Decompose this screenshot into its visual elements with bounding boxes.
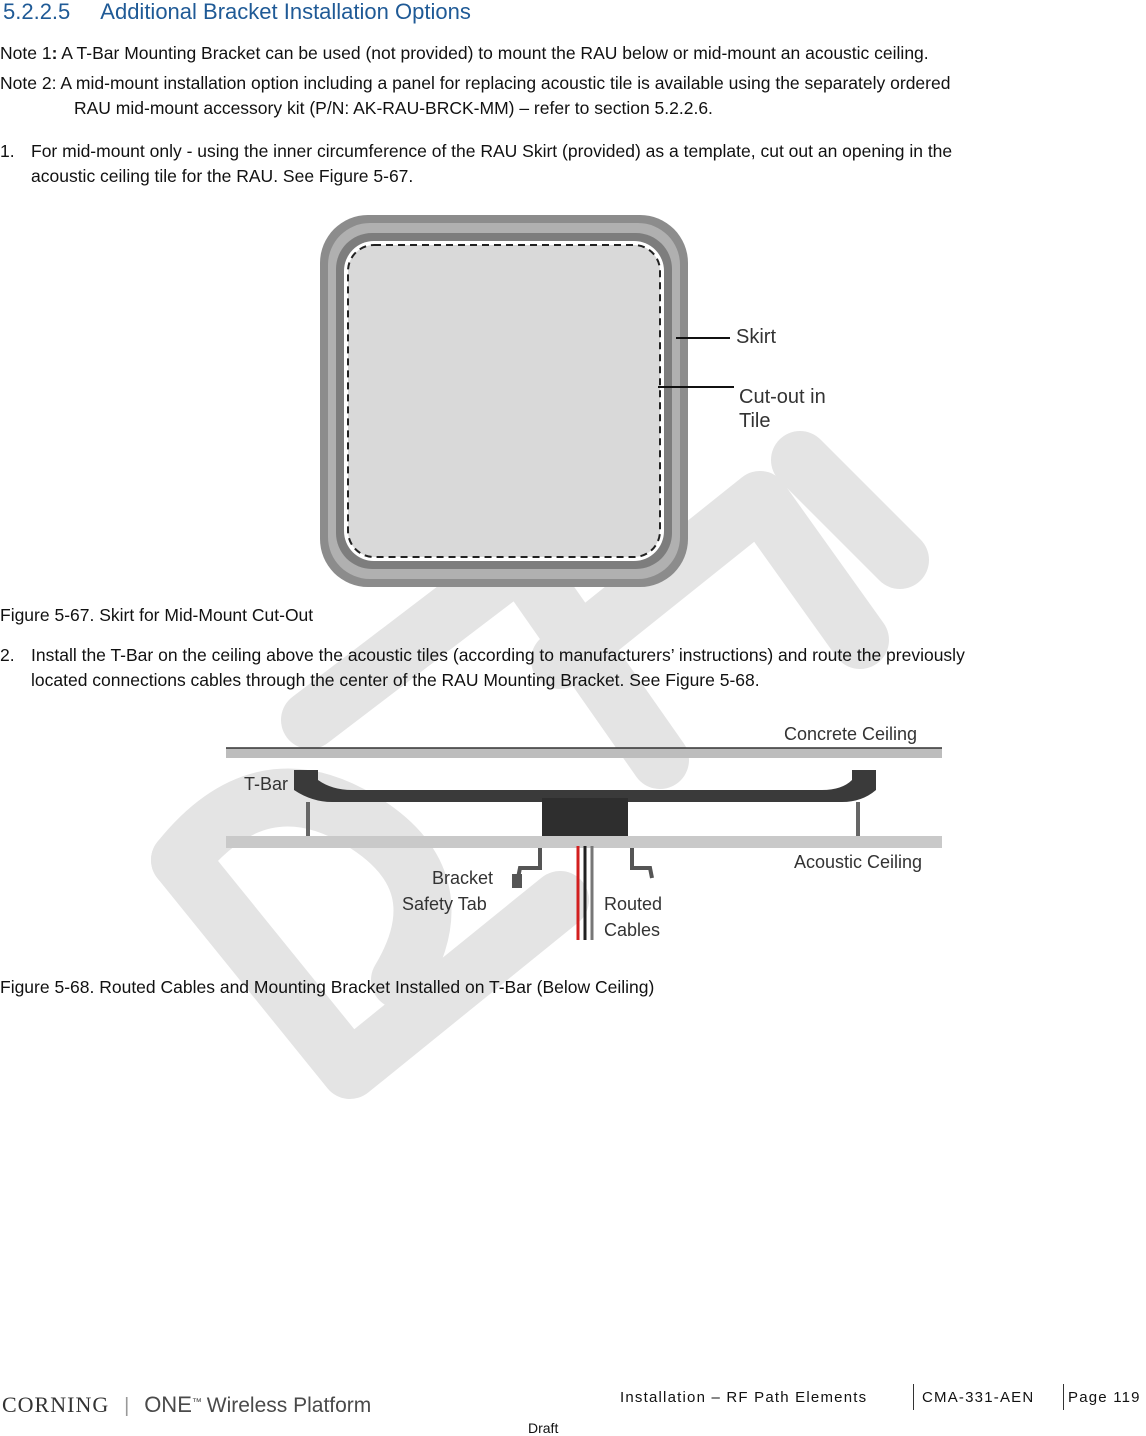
acoustic-ceiling-label: Acoustic Ceiling [794, 852, 923, 872]
note-1 [0, 42, 929, 64]
footer-section: Installation – RF Path Elements [620, 1389, 868, 1406]
figure-5-68-caption: Figure 5-68. Routed Cables and Mounting Bracket Installed on T-Bar (Below Ceiling) [0, 977, 655, 997]
footer-doc-id: CMA-331-AEN [922, 1389, 1035, 1406]
tbar-label: T-Bar [244, 774, 289, 794]
section-heading [3, 0, 471, 24]
step-2-text: Install the T-Bar on the ceiling above the acoustic tiles (according to manufacturers’ instructions) and route the previously [31, 645, 965, 665]
note-1-text: A T-Bar Mounting Bracket can be used (not provided) to mount the RAU below or mid-mount an acoustic ceiling. [61, 43, 929, 63]
cutout-label-line-2: Tile [739, 410, 771, 432]
logo-divider: | [124, 1395, 130, 1417]
bracket-label-line-2: Safety Tab [402, 894, 487, 914]
one-wordmark: ONE [144, 1392, 192, 1417]
section-number: 5.2.2.5 [3, 0, 71, 24]
note-2-continued: RAU mid-mount accessory kit (P/N: AK-RAU-BRCK-MM) – refer to section 5.2.2.6. [74, 98, 713, 118]
note-2-label: Note 2 [0, 73, 52, 93]
note-2 [0, 72, 950, 94]
concrete-ceiling-label: Concrete Ceiling [784, 724, 918, 744]
footer-page-number: Page 119 [1068, 1389, 1141, 1406]
corning-one-logo [2, 1392, 371, 1418]
footer-separator-1 [913, 1384, 914, 1410]
note-1-colon: : [51, 43, 58, 63]
note-2-colon: : [51, 73, 57, 93]
step-1-text: For mid-mount only - using the inner circumference of the RAU Skirt (provided) as a template, cut out an opening in the [31, 141, 953, 161]
step-1-number: 1. [0, 141, 15, 161]
note-1-label: Note 1 [0, 43, 52, 63]
figure-tbar-bracket [222, 718, 944, 948]
routed-cables-label-line-1: Routed [604, 894, 663, 914]
step-1-text-continued: acoustic ceiling tile for the RAU. See Figure 5-67. [31, 166, 414, 186]
step-2-number: 2. [0, 645, 15, 665]
cutout-label-line-1: Cut-out in [739, 386, 826, 408]
footer-separator-2 [1063, 1384, 1064, 1410]
bracket-label-line-1: Bracket [432, 868, 494, 888]
footer-draft-status: Draft [528, 1420, 559, 1436]
routed-cables-label-line-2: Cables [604, 920, 661, 940]
step-2-text-continued: located connections cables through the center of the RAU Mounting Bracket. See Figure 5-68. [31, 670, 760, 690]
figure-5-67-caption: Figure 5-67. Skirt for Mid-Mount Cut-Out [0, 605, 314, 625]
section-title: Additional Bracket Installation Options [100, 0, 471, 24]
trademark-symbol: ™ [191, 1397, 202, 1409]
wireless-platform-wordmark: Wireless Platform [206, 1394, 372, 1417]
skirt-label: Skirt [736, 326, 776, 348]
note-2-text: A mid-mount installation option including a panel for replacing acoustic tile is available using the separately ordered [60, 73, 951, 93]
corning-wordmark: CORNING [2, 1392, 110, 1417]
figure-skirt-cutout [318, 213, 858, 589]
